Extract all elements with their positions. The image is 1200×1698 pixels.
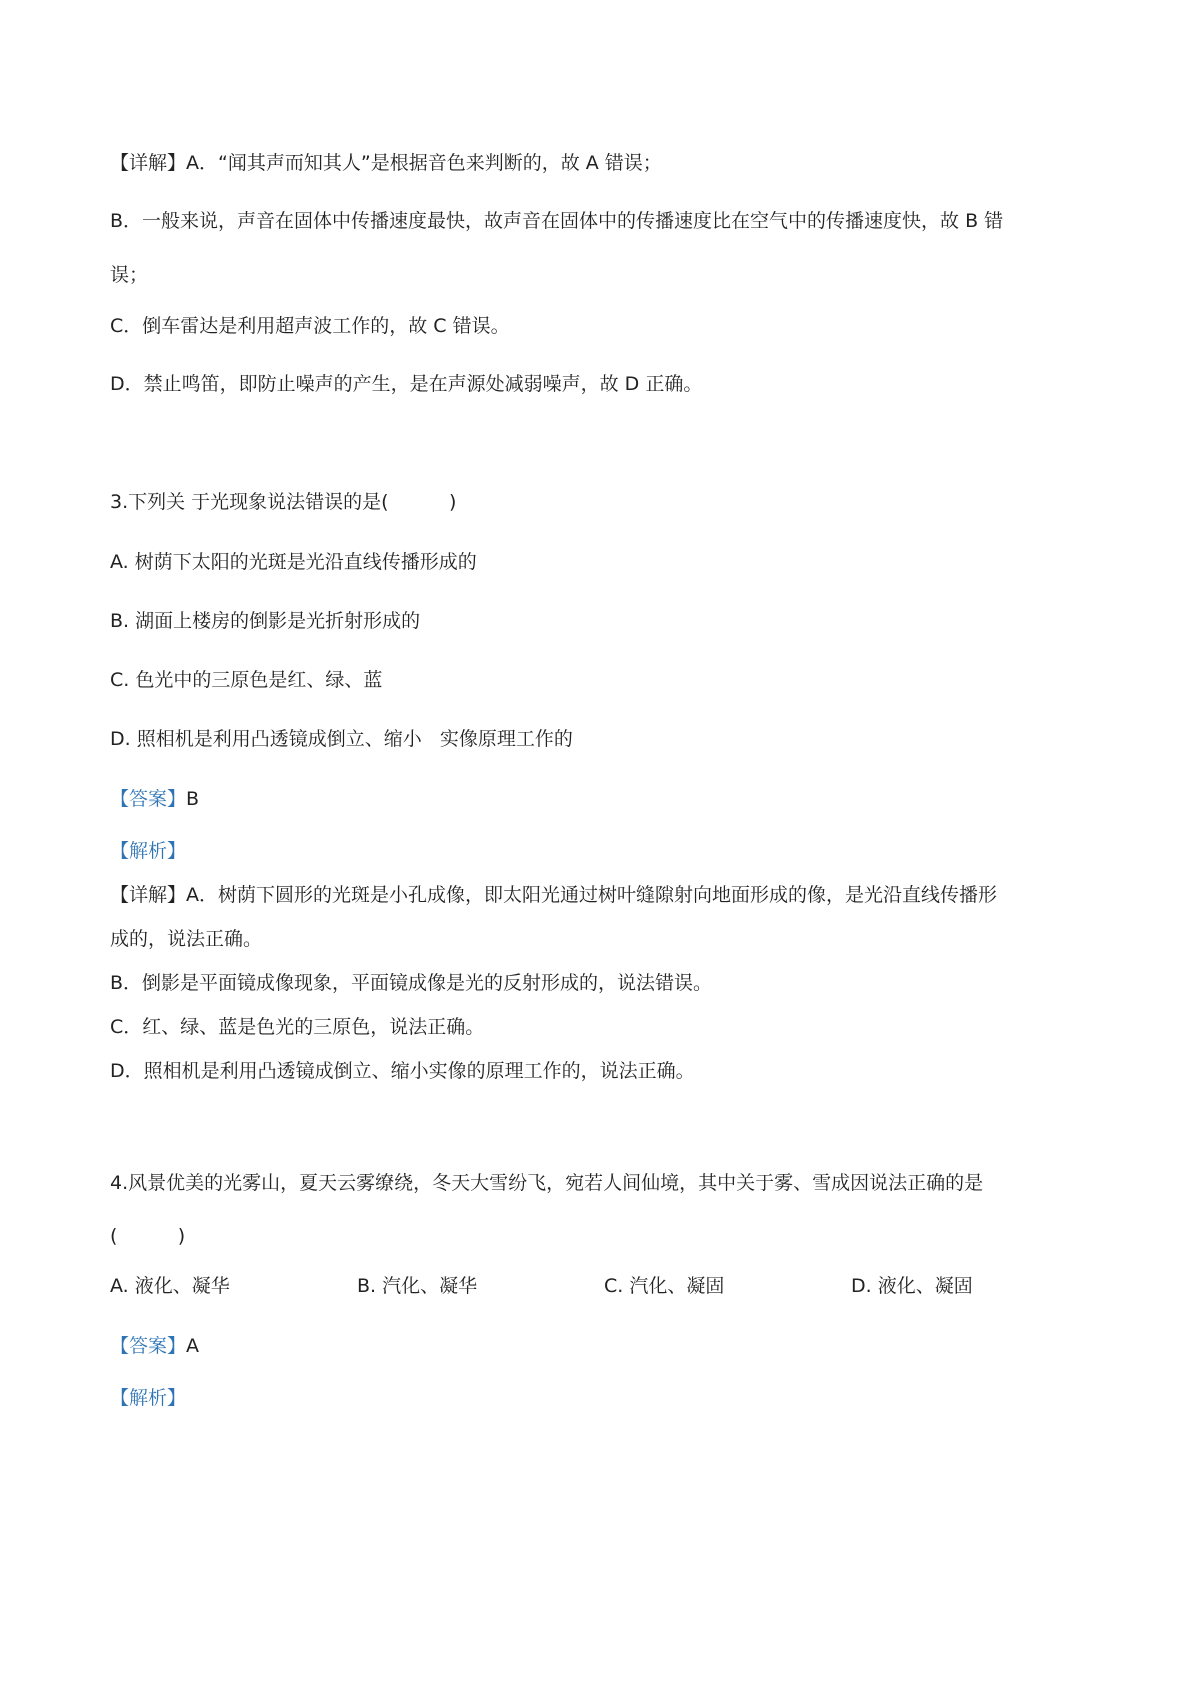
q2-detail-line-c: C．倒车雷达是利用超声波工作的，故 C 错误。 <box>110 315 510 337</box>
q4-answer-tag: 【答案】 <box>110 1335 187 1357</box>
q2-detail-tag: 【详解】 <box>110 152 187 174</box>
q3-detail-line-c: C．红、绿、蓝是色光的三原色，说法正确。 <box>110 1016 485 1038</box>
q4-option-a: A. 液化、凝华 <box>110 1275 230 1297</box>
q3-detail-line-b: B．倒影是平面镜成像现象，平面镜成像是光的反射形成的，说法错误。 <box>110 972 713 994</box>
q2-detail-a-text: A．“闻其声而知其人”是根据音色来判断的，故 A 错误； <box>186 152 662 174</box>
q3-detail-line-d: D．照相机是利用凸透镜成倒立、缩小实像的原理工作的，说法正确。 <box>110 1060 695 1082</box>
q3-detail-line-a2: 成的，说法正确。 <box>110 928 263 950</box>
q3-option-c: C. 色光中的三原色是红、绿、蓝 <box>110 669 383 691</box>
q2-detail-line-d: D．禁止鸣笛，即防止噪声的产生，是在声源处减弱噪声，故 D 正确。 <box>110 373 703 395</box>
q4-option-b: B. 汽化、凝华 <box>357 1275 478 1297</box>
q3-analysis-tag: 【解析】 <box>110 840 187 862</box>
q4-analysis-tag: 【解析】 <box>110 1387 187 1409</box>
q3-answer <box>110 786 199 812</box>
q2-detail-line-b2: 误； <box>110 264 149 286</box>
q4-option-d: D. 液化、凝固 <box>851 1275 973 1297</box>
q3-answer-value: B <box>186 788 200 810</box>
q4-answer-value: A <box>186 1335 200 1357</box>
q3-option-a: A. 树荫下太阳的光斑是光沿直线传播形成的 <box>110 551 477 573</box>
q3-detail-a1-text: A．树荫下圆形的光斑是小孔成像，即太阳光通过树叶缝隙射向地面形成的像，是光沿直线传播形 <box>186 884 998 906</box>
q2-detail-line-b1: B．一般来说，声音在固体中传播速度最快，故声音在固体中的传播速度比在空气中的传播速度快，故 B 错 <box>110 210 1004 232</box>
q2-detail-line-a <box>110 150 662 176</box>
q3-option-d: D. 照相机是利用凸透镜成倒立、缩小 实像原理工作的 <box>110 728 573 750</box>
q4-option-c: C. 汽化、凝固 <box>604 1275 725 1297</box>
q4-stem-line2: ( ) <box>110 1225 186 1247</box>
q3-option-b: B. 湖面上楼房的倒影是光折射形成的 <box>110 610 421 632</box>
q4-answer <box>110 1333 199 1359</box>
q4-stem-line1: 4.风景优美的光雾山，夏天云雾缭绕，冬天大雪纷飞，宛若人间仙境，其中关于雾、雪成因说法正确的是 <box>110 1172 984 1194</box>
q3-stem: 3.下列关 于光现象说法错误的是( ) <box>110 491 457 513</box>
q3-detail-tag: 【详解】 <box>110 884 187 906</box>
q3-detail-line-a1 <box>110 882 997 908</box>
q3-answer-tag: 【答案】 <box>110 788 187 810</box>
